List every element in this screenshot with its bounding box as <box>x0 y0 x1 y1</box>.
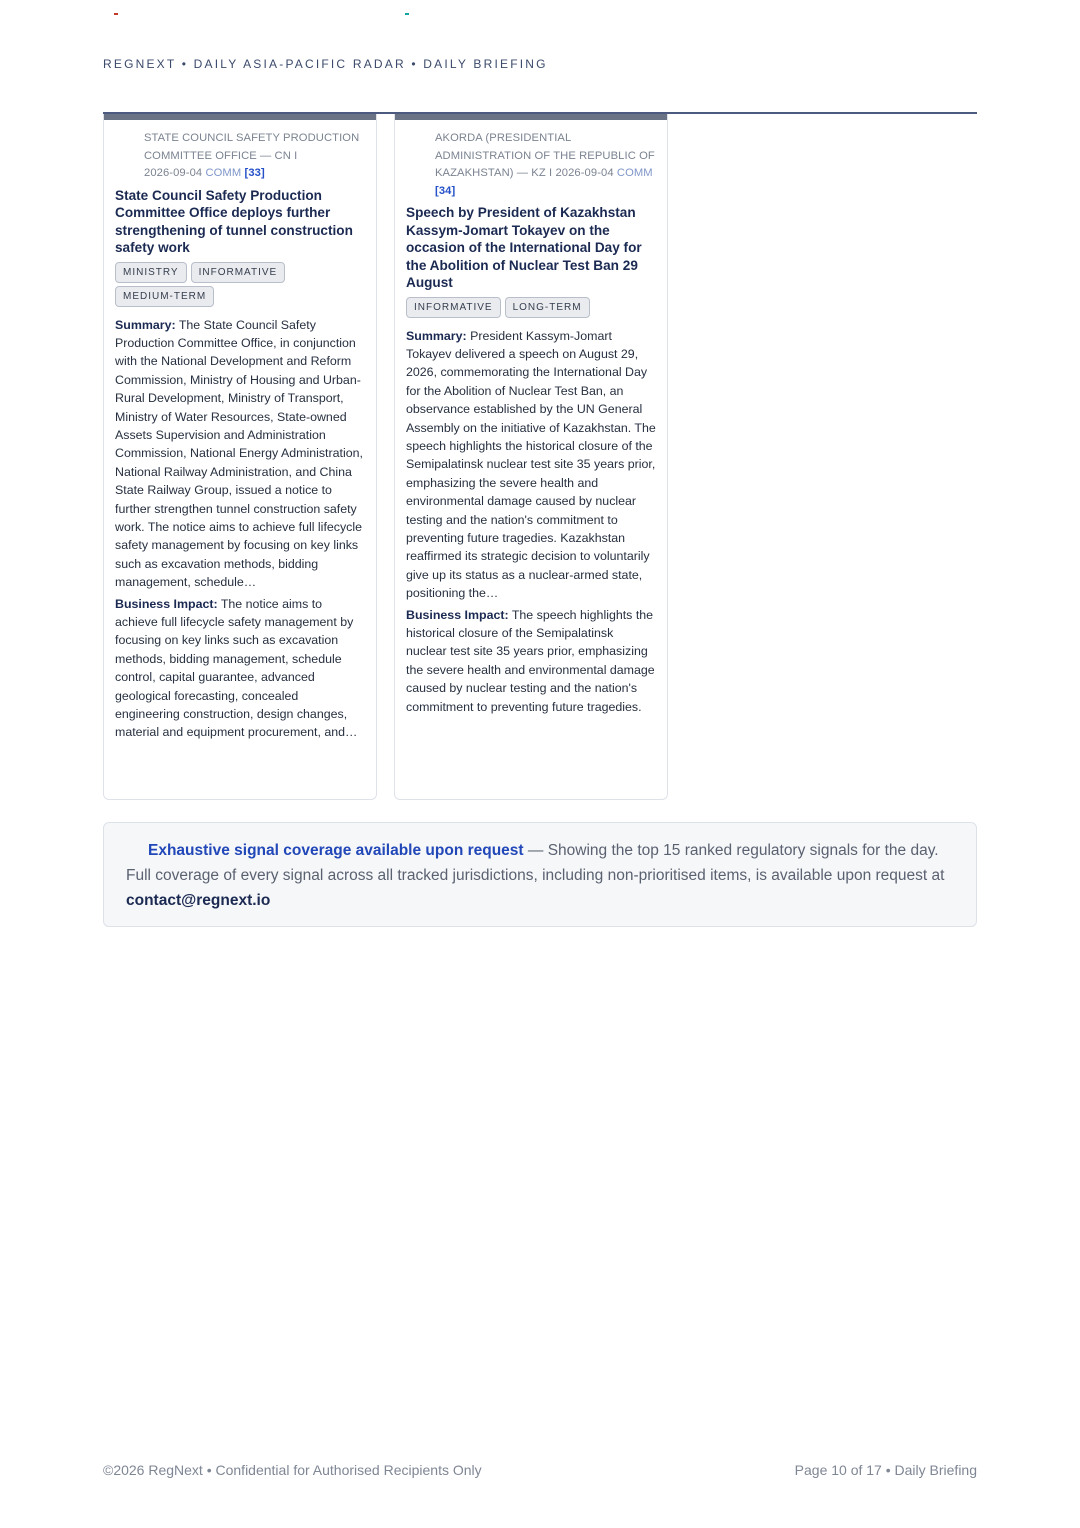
card-source-line <box>115 130 365 183</box>
coverage-notice-lead: Exhaustive signal coverage available upon request <box>148 842 524 859</box>
card-date: 2026-09-04 <box>144 167 203 179</box>
card-source: AKORDA (PRESIDENTIAL ADMINISTRATION OF THE REPUBLIC OF KAZAKHSTAN) — KZ I <box>435 132 655 179</box>
tag-badge: INFORMATIVE <box>191 262 286 283</box>
card-tags <box>115 262 365 310</box>
card-reference-link[interactable]: [33] <box>244 167 265 179</box>
summary-label: Summary: <box>115 317 176 332</box>
card-comm-label: COMM <box>616 167 653 179</box>
coverage-notice <box>103 822 977 927</box>
signal-card <box>103 114 377 800</box>
coverage-notice-body: — Showing the top 15 ranked regulatory signals for the day. Full coverage of every signal across all tracked jurisdictions, including non-prioritised items, is available upon request at <box>126 842 945 884</box>
card-tags <box>406 297 656 321</box>
impact-label: Business Impact: <box>406 607 509 622</box>
accent-mark-teal <box>405 13 409 15</box>
card-reference-link[interactable]: [34] <box>435 184 456 197</box>
tag-badge: INFORMATIVE <box>406 297 501 318</box>
tag-badge: MEDIUM-TERM <box>115 286 214 307</box>
tag-badge: MINISTRY <box>115 262 187 283</box>
tag-badge: LONG-TERM <box>505 297 590 318</box>
card-summary <box>406 327 656 603</box>
impact-text: The notice aims to achieve full lifecycle safety management by focusing on key links such as excavation methods, bidding management, schedule control, capital guarantee, advanced geological forecasting, concealed engineering construction, design changes, material and equipment procurement, and… <box>115 596 358 740</box>
card-source: STATE COUNCIL SAFETY PRODUCTION COMMITTEE OFFICE — CN I <box>144 132 360 162</box>
footer-copyright: ©2026 RegNext • Confidential for Authorised Recipients Only <box>103 1462 482 1478</box>
card-summary <box>115 316 365 592</box>
card-business-impact <box>115 595 365 742</box>
summary-label: Summary: <box>406 328 467 343</box>
contact-email-link[interactable]: contact@regnext.io <box>126 892 271 909</box>
card-comm-label: COMM <box>205 167 242 179</box>
footer-page-number: Page 10 of 17 • Daily Briefing <box>794 1462 977 1478</box>
accent-mark-red <box>114 13 118 15</box>
signal-card <box>394 114 668 800</box>
summary-text: The State Council Safety Production Committee Office, in conjunction with the National Development and Reform Commission, Ministry of Housing and Urban-Rural Development, Ministry of Transport, Ministry of Water Resources, State-owned Assets Supervision and Administration Commission, National Energy Administration, National Railway Administration, and China State Railway Group, issued a notice to further strengthen tunnel construction safety work. The notice aims to achieve full lifecycle safety management by focusing on key links such as excavation methods, bidding management, schedule… <box>115 317 363 590</box>
impact-text: The speech highlights the historical closure of the Semipalatinsk nuclear test site 35 years prior, emphasizing the severe health and environmental damage caused by nuclear testing and the nation's commitment to preventing future tragedies. <box>406 607 655 714</box>
card-title[interactable]: Speech by President of Kazakhstan Kassym-Jomart Tokayev on the occasion of the International Day for the Abolition of Nuclear Test Ban 29 August <box>406 205 642 290</box>
card-source-line <box>406 130 656 200</box>
card-business-impact <box>406 606 656 716</box>
running-header: REGNEXT • DAILY ASIA-PACIFIC RADAR • DAILY BRIEFING <box>103 57 548 71</box>
summary-text: President Kassym-Jomart Tokayev delivered a speech on August 29, 2026, commemorating the International Day for the Abolition of Nuclear Test Ban, an observance established by the UN General Assembly on the initiative of Kazakhstan. The speech highlights the historical closure of the Semipalatinsk nuclear test site 35 years prior, emphasizing the severe health and environmental damage caused by nuclear testing and the nation's commitment to preventing future tragedies. Kazakhstan reaffirmed its strategic decision to voluntarily give up its status as a nuclear-armed state, positioning the… <box>406 328 656 601</box>
card-title[interactable]: State Council Safety Production Committee Office deploys further strengthening of tunnel construction safety work <box>115 187 353 255</box>
card-date: 2026-09-04 <box>555 167 614 179</box>
impact-label: Business Impact: <box>115 596 218 611</box>
